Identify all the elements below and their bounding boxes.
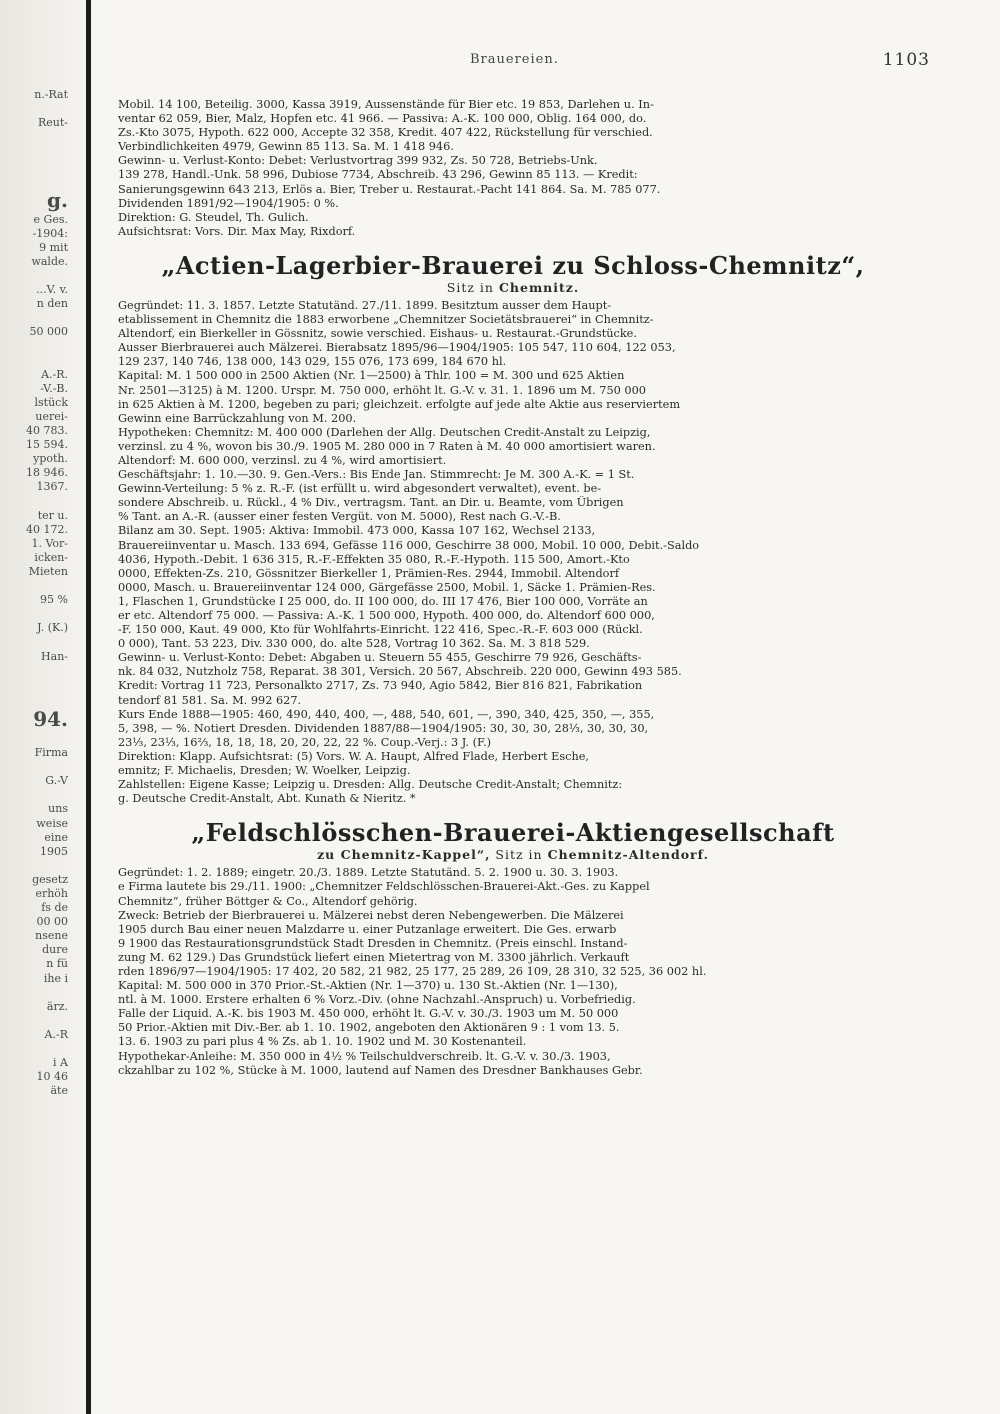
text-line: 0000, Effekten-Zs. 210, Gössnitzer Bierkeller 1, Prämien-Res. 2944, Immobil. Altendorf (118, 566, 620, 580)
margin-fragment-line (0, 130, 78, 144)
margin-fragment-line: g. (47, 187, 68, 212)
margin-fragment-line (0, 760, 78, 774)
margin-fragment-line (0, 340, 78, 354)
margin-fragment-line: uerei- (35, 409, 68, 423)
text-line: 50 Prior.-Aktien mit Div.-Ber. ab 1. 10. 1902, angeboten den Aktionären 9 : 1 vom 13. 5. (118, 1021, 620, 1035)
margin-fragment-line (0, 354, 78, 368)
text-line: tendorf 81 581. Sa. M. 992 627. (118, 693, 302, 707)
text-line: Gewinn eine Barrückzahlung von M. 200. (118, 411, 357, 425)
text-line: Kredit: Vortrag 11 723, Personalkto 2717, Zs. 73 940, Agio 5842, Bier 816 821, Fabrikation (118, 679, 643, 693)
margin-fragment-line: weise (36, 816, 68, 830)
margin-fragment-line: -1904: (32, 226, 68, 240)
text-line: 1905 durch Bau einer neuen Malzdarre u. einer Putzanlage erweitert. Die Ges. erwarb (118, 922, 617, 936)
section-feldschloesschen (118, 866, 908, 1077)
margin-fragment-line: nsene (35, 929, 68, 943)
text-line: Zweck: Betrieb der Bierbrauerei u. Mälzerei nebst deren Nebengewerben. Die Mälzerei (118, 908, 624, 922)
text-line: Direktion: G. Steudel, Th. Gulich. (118, 210, 309, 224)
text-line: 13. 6. 1903 zu pari plus 4 % Zs. ab 1. 10. 1902 und M. 30 Kostenanteil. (118, 1035, 527, 1049)
margin-fragment-line: walde. (31, 254, 68, 268)
margin-fragment-line (0, 664, 78, 678)
text-line: 0 000), Tant. 53 223, Div. 330 000, do. alte 528, Vortrag 10 362. Sa. M. 3 818 529. (118, 637, 590, 651)
margin-fragment-line: Firma (34, 746, 68, 760)
margin-fragment-line: 15 594. (26, 438, 68, 452)
margin-fragment-line: 94. (33, 706, 68, 731)
text-line: zung M. 62 129.) Das Grundstück liefert einen Mietertrag von M. 3300 jährlich. Verkauft (118, 950, 630, 964)
text-line: 129 237, 140 746, 138 000, 143 029, 155 076, 173 699, 184 670 hl. (118, 355, 507, 369)
entry-seat (118, 280, 908, 295)
page-header (110, 50, 930, 80)
text-line: -F. 150 000, Kaut. 49 000, Kto für Wohlfahrts-Einricht. 122 416, Spec.-R.-F. 603 000 (Rückl. (118, 623, 643, 637)
margin-fragment-line: ...V. v. (36, 283, 68, 297)
binding-line (86, 0, 91, 1414)
text-line: 5, 398, — %. Notiert Dresden. Dividenden 1887/88—1904/1905: 30, 30, 30, 28⅓, 30, 30, 30, (118, 721, 649, 735)
margin-fragment-line: Han- (41, 649, 68, 663)
margin-fragment-line (0, 692, 78, 706)
text-line: 1, Flaschen 1, Grundstücke I 25 000, do. II 100 000, do. III 17 476, Bier 100 000, Vorräte an (118, 594, 648, 608)
text-line: Hypothekar-Anleihe: M. 350 000 in 4½ % Teilschuldverschreib. lt. G.-V. v. 30./3. 1903, (118, 1049, 611, 1063)
subtitle-location: zu Chemnitz-Kappel“, (317, 847, 491, 863)
margin-fragment-line: -V.-B. (40, 381, 68, 395)
running-head: Brauereien. (470, 52, 559, 67)
text-line: Ausser Bierbrauerei auch Mälzerei. Bierabsatz 1895/96—1904/1905: 105 547, 110 604, 122 053, (118, 341, 676, 355)
margin-fragment-line: 40 783. (26, 424, 68, 438)
text-line: Gewinn- u. Verlust-Konto: Debet: Abgaben u. Steuern 55 455, Geschirre 79 926, Geschäfts- (118, 651, 642, 665)
text-line: Gewinn- u. Verlust-Konto: Debet: Verlustvortrag 399 932, Zs. 50 728, Betriebs-Unk. (118, 154, 598, 168)
text-line: Kurs Ende 1888—1905: 460, 490, 440, 400, —, 488, 540, 601, —, 390, 340, 425, 350, —, 355, (118, 707, 655, 721)
entry-title-schloss-chemnitz: „Actien-Lagerbier-Brauerei zu Schloss-Chemnitz“, (161, 250, 865, 280)
margin-fragment-line: 18 946. (26, 466, 68, 480)
margin-fragment-line: 40 172. (26, 522, 68, 536)
margin-fragment-line: ypoth. (33, 452, 68, 466)
entry-seat-feldschloesschen (118, 847, 908, 862)
text-line: e Firma lautete bis 29./11. 1900: „Chemnitzer Feldschlösschen-Brauerei-Akt.-Ges. zu Kappel (118, 880, 650, 894)
text-line: Nr. 2501—3125) à M. 1200. Urspr. M. 750 000, erhöht lt. G.-V. v. 31. 1. 1896 um M. 750 000 (118, 383, 646, 397)
text-line: er etc. Altendorf 75 000. — Passiva: A.-K. 1 500 000, Hypoth. 400 000, do. Altendorf 600 000, (118, 609, 655, 622)
text-line: 9 1900 das Restaurationsgrundstück Stadt Dresden in Chemnitz. (Preis einschl. Instand- (118, 936, 628, 950)
margin-fragment-line: äte (50, 1084, 68, 1098)
text-line: Falle der Liquid. A.-K. bis 1903 M. 450 000, erhöht lt. G.-V. v. 30./3. 1903 um M. 50 000 (118, 1007, 619, 1021)
text-line: ntl. à M. 1000. Erstere erhalten 6 % Vorz.-Div. (ohne Nachzahl.-Anspruch) u. Vorbefriedig. (118, 993, 636, 1007)
page-number: 1103 (882, 50, 930, 70)
margin-fragment-line: G.-V (45, 774, 68, 788)
text-line: etablissement in Chemnitz die 1883 erworbene „Chemnitzer Societätsbrauerei“ in Chemnitz- (118, 313, 654, 327)
margin-fragment-line (0, 269, 78, 283)
text-line: 0000, Masch. u. Brauereiinventar 124 000, Gärgefässe 2500, Mobil. 1, Säcke 1. Prämien-Res. (118, 580, 656, 594)
text-line: Zs.-Kto 3075, Hypoth. 622 000, Accepte 32 358, Kredit. 407 422, Rückstellung für verschied. (118, 126, 653, 140)
text-line: emnitz; F. Michaelis, Dresden; W. Woelker, Leipzig. (118, 764, 411, 778)
text-line: Altendorf, ein Bierkeller in Gössnitz, sowie verschied. Eishaus- u. Restaurat.-Grundstücke. (118, 327, 637, 341)
text-line: Bilanz am 30. Sept. 1905: Aktiva: Immobil. 473 000, Kassa 107 162, Wechsel 2133, (118, 524, 596, 538)
margin-fragment-line (0, 859, 78, 873)
margin-fragment-line: dure (42, 943, 68, 957)
text-line: Kapital: M. 500 000 in 370 Prior.-St.-Aktien (Nr. 1—370) u. 130 St.-Aktien (Nr. 1—130), (118, 979, 618, 993)
margin-fragment-line (0, 678, 78, 692)
text-line: Direktion: Klapp. Aufsichtsrat: (5) Vors. W. A. Haupt, Alfred Flade, Herbert Esche, (118, 749, 590, 763)
section-continued-entry (118, 98, 908, 239)
text-line: verzinsl. zu 4 %, wovon bis 30./9. 1905 M. 280 000 in 7 Raten à M. 40 000 amortisiert waren. (118, 439, 656, 453)
text-line: Geschäftsjahr: 1. 10.—30. 9. Gen.-Vers.: Bis Ende Jan. Stimmrecht: Je M. 300 A.-K. = 1 St. (118, 468, 635, 482)
text-line: Verbindlichkeiten 4979, Gewinn 85 113. Sa. M. 1 418 946. (118, 140, 454, 154)
seat-city: Chemnitz. (498, 279, 580, 295)
margin-fragment-line: icken- (34, 550, 68, 564)
entry-title-feldschloesschen: „Feldschlösschen-Brauerei-Aktiengesellschaft (191, 818, 835, 848)
margin-fragment-line (0, 173, 78, 187)
text-line: Chemnitz“, früher Böttger & Co., Altendorf gehörig. (118, 894, 418, 908)
adjacent-page-fragment (0, 88, 78, 1098)
margin-fragment-line: A.-R. (41, 367, 68, 381)
margin-fragment-line: 1905 (40, 844, 68, 858)
margin-fragment-line (0, 1014, 78, 1028)
margin-fragment-line: n den (36, 297, 68, 311)
margin-fragment-line: eine (44, 830, 68, 844)
margin-fragment-line: 9 mit (39, 240, 68, 254)
seat-city: Chemnitz-Altendorf. (547, 847, 709, 863)
text-line: Dividenden 1891/92—1904/1905: 0 %. (118, 196, 339, 210)
text-line: in 625 Aktien à M. 1200, begeben zu pari; gleichzeit. erfolgte auf jede alte Aktie aus reserviertem (118, 397, 681, 411)
margin-fragment-line (0, 986, 78, 1000)
seat-label: Sitz in (446, 279, 494, 295)
margin-fragment-line (0, 311, 78, 325)
text-line: 4036, Hypoth.-Debit. 1 636 315, R.-F.-Effekten 35 080, R.-F.-Hypoth. 115 500, Amort.-Kto (118, 552, 630, 566)
margin-fragment-line: 10 46 (36, 1070, 68, 1084)
margin-fragment-line: Reut- (37, 116, 68, 130)
margin-fragment-line (0, 495, 78, 509)
margin-fragment-line: i A (53, 1056, 68, 1070)
margin-fragment-line: ärz. (46, 999, 68, 1013)
margin-fragment-line (0, 607, 78, 621)
margin-fragment-line (0, 788, 78, 802)
text-line: 23⅓, 23⅓, 16⅔, 18, 18, 18, 20, 20, 22, 22 %. Coup.-Verj.: 3 J. (F.) (118, 735, 492, 749)
margin-fragment-line: ter u. (37, 508, 68, 522)
margin-fragment-line: A.-R (44, 1027, 68, 1041)
margin-fragment-line: ihe i (43, 971, 68, 985)
text-line: Gewinn-Verteilung: 5 % z. R.-F. (ist erfüllt u. wird abgesondert verwaltet), event. be- (118, 482, 602, 496)
seat-label: Sitz in (495, 847, 543, 863)
margin-fragment-line (0, 144, 78, 158)
margin-fragment-line (0, 635, 78, 649)
margin-fragment-line: Mieten (28, 565, 68, 578)
margin-fragment-line: fs de (41, 901, 68, 915)
text-line: Mobil. 14 100, Beteilig. 3000, Kassa 3919, Aussenstände für Bier etc. 19 853, Darlehen u. In- (118, 98, 654, 111)
text-line: % Tant. an A.-R. (ausser einer festen Vergüt. von M. 5000), Rest nach G.-V.-B. (118, 510, 561, 524)
text-line: 139 278, Handl.-Unk. 58 996, Dubiose 7734, Abschreib. 43 296, Gewinn 85 113. — Kredit: (118, 168, 638, 182)
margin-fragment-line (0, 1042, 78, 1056)
margin-fragment-line (0, 732, 78, 746)
text-line: ventar 62 059, Bier, Malz, Hopfen etc. 41 966. — Passiva: A.-K. 100 000, Oblig. 164 000, do. (118, 112, 647, 126)
text-line: ckzahlbar zu 102 %, Stücke à M. 1000, lautend auf Namen des Dresdner Bankhauses Gebr. (118, 1063, 643, 1077)
text-line: rden 1896/97—1904/1905: 17 402, 20 582, 21 982, 25 177, 25 289, 26 109, 28 310, 32 525, 36 002 hl. (118, 964, 707, 978)
margin-fragment-line: gesetz (32, 872, 68, 886)
text-line: Kapital: M. 1 500 000 in 2500 Aktien (Nr. 1—2500) à Thlr. 100 = M. 300 und 625 Aktien (118, 369, 625, 383)
margin-fragment-line: 95 % (40, 593, 68, 607)
text-line: Altendorf: M. 600 000, verzinsl. zu 4 %, wird amortisiert. (118, 453, 447, 467)
margin-fragment-line: uns (48, 802, 68, 816)
text-line: Brauereiinventar u. Masch. 133 694, Gefässe 116 000, Geschirre 38 000, Mobil. 10 000, Debit.-Saldo (118, 538, 700, 552)
section-schloss-chemnitz (118, 299, 908, 806)
margin-fragment-line (0, 102, 78, 116)
margin-fragment-line: n.-Rat (34, 88, 68, 101)
text-line: nk. 84 032, Nutzholz 758, Reparat. 38 301, Versich. 20 567, Abschreib. 220 000, Gewinn 493 585. (118, 665, 682, 679)
margin-fragment-line: 1367. (36, 480, 68, 494)
text-line: Sanierungsgewinn 643 213, Erlös a. Bier, Treber u. Restaurat.-Pacht 141 864. Sa. M. 785 077. (118, 182, 661, 196)
margin-fragment-line (0, 579, 78, 593)
margin-fragment-line: lstück (34, 395, 68, 409)
margin-fragment-line: e Ges. (33, 212, 68, 226)
text-line: Gegründet: 1. 2. 1889; eingetr. 20./3. 1889. Letzte Statutänd. 5. 2. 1900 u. 30. 3. 1903. (118, 866, 619, 880)
text-line: Hypotheken: Chemnitz: M. 400 000 (Darlehen der Allg. Deutschen Credit-Anstalt zu Leipzig, (118, 425, 651, 439)
page-body (118, 98, 908, 1078)
text-line: Gegründet: 11. 3. 1857. Letzte Statutänd. 27./11. 1899. Besitztum ausser dem Haupt- (118, 298, 612, 312)
margin-fragment-line (0, 158, 78, 172)
margin-fragment-line: 50 000 (29, 325, 68, 339)
text-line: sondere Abschreib. u. Rückl., 4 % Div., vertragsm. Tant. an Dir. u. Beamte, vom Übrigen (118, 496, 624, 510)
margin-fragment-line: erhöh (35, 886, 68, 900)
text-line: Zahlstellen: Eigene Kasse; Leipzig u. Dresden: Allg. Deutsche Credit-Anstalt; Chemnitz: (118, 778, 623, 792)
margin-fragment-line: 1. Vor- (31, 536, 68, 550)
margin-fragment-line: n fü (46, 957, 68, 971)
margin-fragment-line: J. (K.) (37, 621, 68, 635)
text-line: g. Deutsche Credit-Anstalt, Abt. Kunath & Nieritz. * (118, 792, 416, 806)
margin-fragment-line: 00 00 (36, 915, 68, 929)
text-line: Aufsichtsrat: Vors. Dir. Max May, Rixdorf. (118, 224, 356, 238)
